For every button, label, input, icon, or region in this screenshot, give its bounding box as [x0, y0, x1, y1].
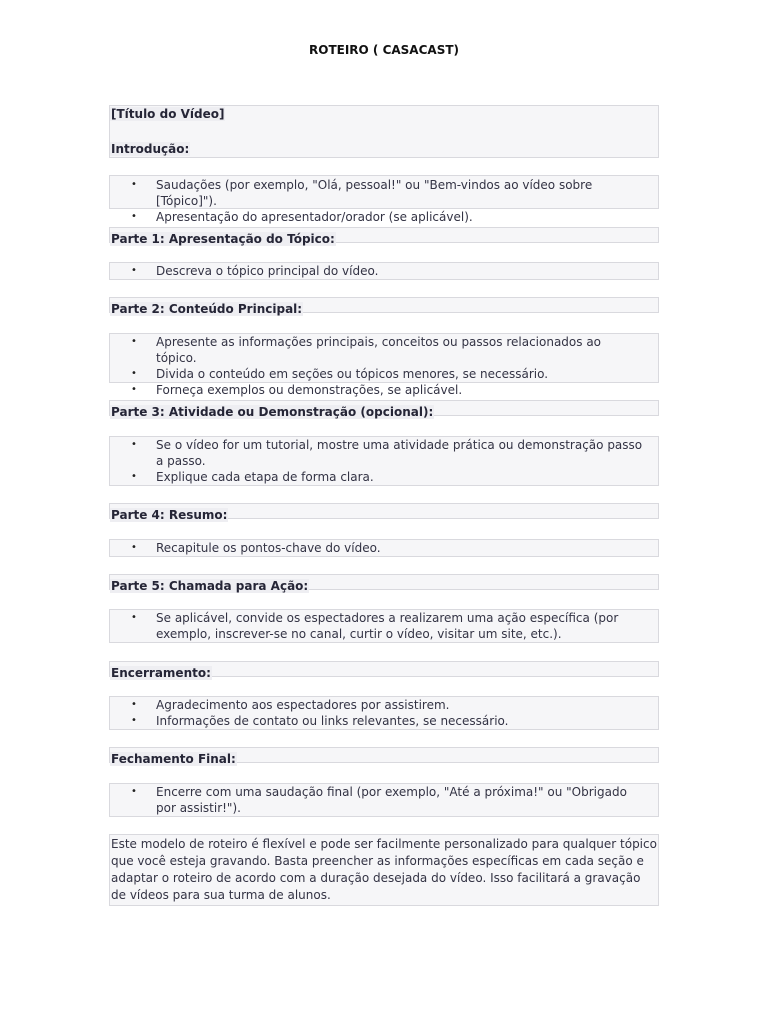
list-item: • Saudações (por exemplo, "Olá, pessoal!" ou "Bem-vindos ao vídeo sobre [Tópico]").: [110, 177, 658, 209]
list-item: • Descreva o tópico principal do vídeo.: [110, 263, 658, 279]
list-item: • Explique cada etapa de forma clara.: [110, 469, 658, 485]
list-item: • Encerre com uma saudação final (por exemplo, "Até a próxima!" ou "Obrigado por assistir!").: [110, 784, 658, 816]
video-title: [Título do Vídeo]: [111, 107, 225, 121]
section-heading-parte3: Parte 3: Atividade ou Demonstração (opcional):: [111, 405, 434, 419]
list-item: • Agradecimento aos espectadores por assistirem.: [110, 697, 658, 713]
section-list-parte5: [109, 609, 659, 643]
video-title-box: [109, 105, 659, 158]
section-heading-parte2: Parte 2: Conteúdo Principal:: [111, 302, 303, 316]
section-heading-bar-parte5: [109, 574, 659, 593]
section-list-fechamento: [109, 783, 659, 817]
section-heading-encerramento: Encerramento:: [111, 666, 211, 680]
section-heading-bar-parte1: [109, 227, 659, 246]
list-item: • Se o vídeo for um tutorial, mostre uma atividade prática ou demonstração passo a passo.: [110, 437, 658, 469]
section-heading-bar-parte2: [109, 297, 659, 316]
list-item: • Divida o conteúdo em seções ou tópicos menores, se necessário.: [110, 366, 658, 382]
closing-paragraph: Este modelo de roteiro é flexível e pode ser facilmente personalizado para qualquer tópico que você esteja gravando. Basta preencher as informações específicas em cada seção e adaptar o roteiro de acordo com a duração desejada do vídeo. Isso facilitará a gravação de vídeos para sua turma de alunos.: [109, 834, 659, 906]
section-heading-bar-parte4: [109, 503, 659, 522]
section-heading-bar-fechamento: [109, 747, 659, 766]
list-item: • Se aplicável, convide os espectadores a realizarem uma ação específica (por exemplo, inscrever-se no canal, curtir o vídeo, visitar um site, etc.).: [110, 610, 658, 642]
list-item: • Apresente as informações principais, conceitos ou passos relacionados ao tópico.: [110, 334, 658, 366]
list-item: • Forneça exemplos ou demonstrações, se aplicável.: [110, 382, 658, 398]
section-list-encerramento: [109, 696, 659, 730]
list-item: • Apresentação do apresentador/orador (se aplicável).: [110, 209, 658, 225]
list-item: • Recapitule os pontos-chave do vídeo.: [110, 540, 658, 556]
section-heading-introducao: Introdução:: [111, 142, 190, 156]
section-heading-parte4: Parte 4: Resumo:: [111, 508, 228, 522]
section-heading-bar-encerramento: [109, 661, 659, 680]
list-item: • Informações de contato ou links relevantes, se necessário.: [110, 713, 658, 729]
section-list-parte3: [109, 436, 659, 486]
section-heading-bar-parte3: [109, 400, 659, 419]
section-list-parte4: [109, 539, 659, 557]
section-list-introducao: [109, 175, 659, 224]
section-heading-parte5: Parte 5: Chamada para Ação:: [111, 579, 309, 593]
section-heading-fechamento: Fechamento Final:: [111, 752, 236, 766]
section-list-parte2: [109, 333, 659, 397]
section-heading-parte1: Parte 1: Apresentação do Tópico:: [111, 232, 335, 246]
page-title: ROTEIRO ( CASACAST): [309, 43, 459, 57]
section-list-parte1: [109, 262, 659, 280]
